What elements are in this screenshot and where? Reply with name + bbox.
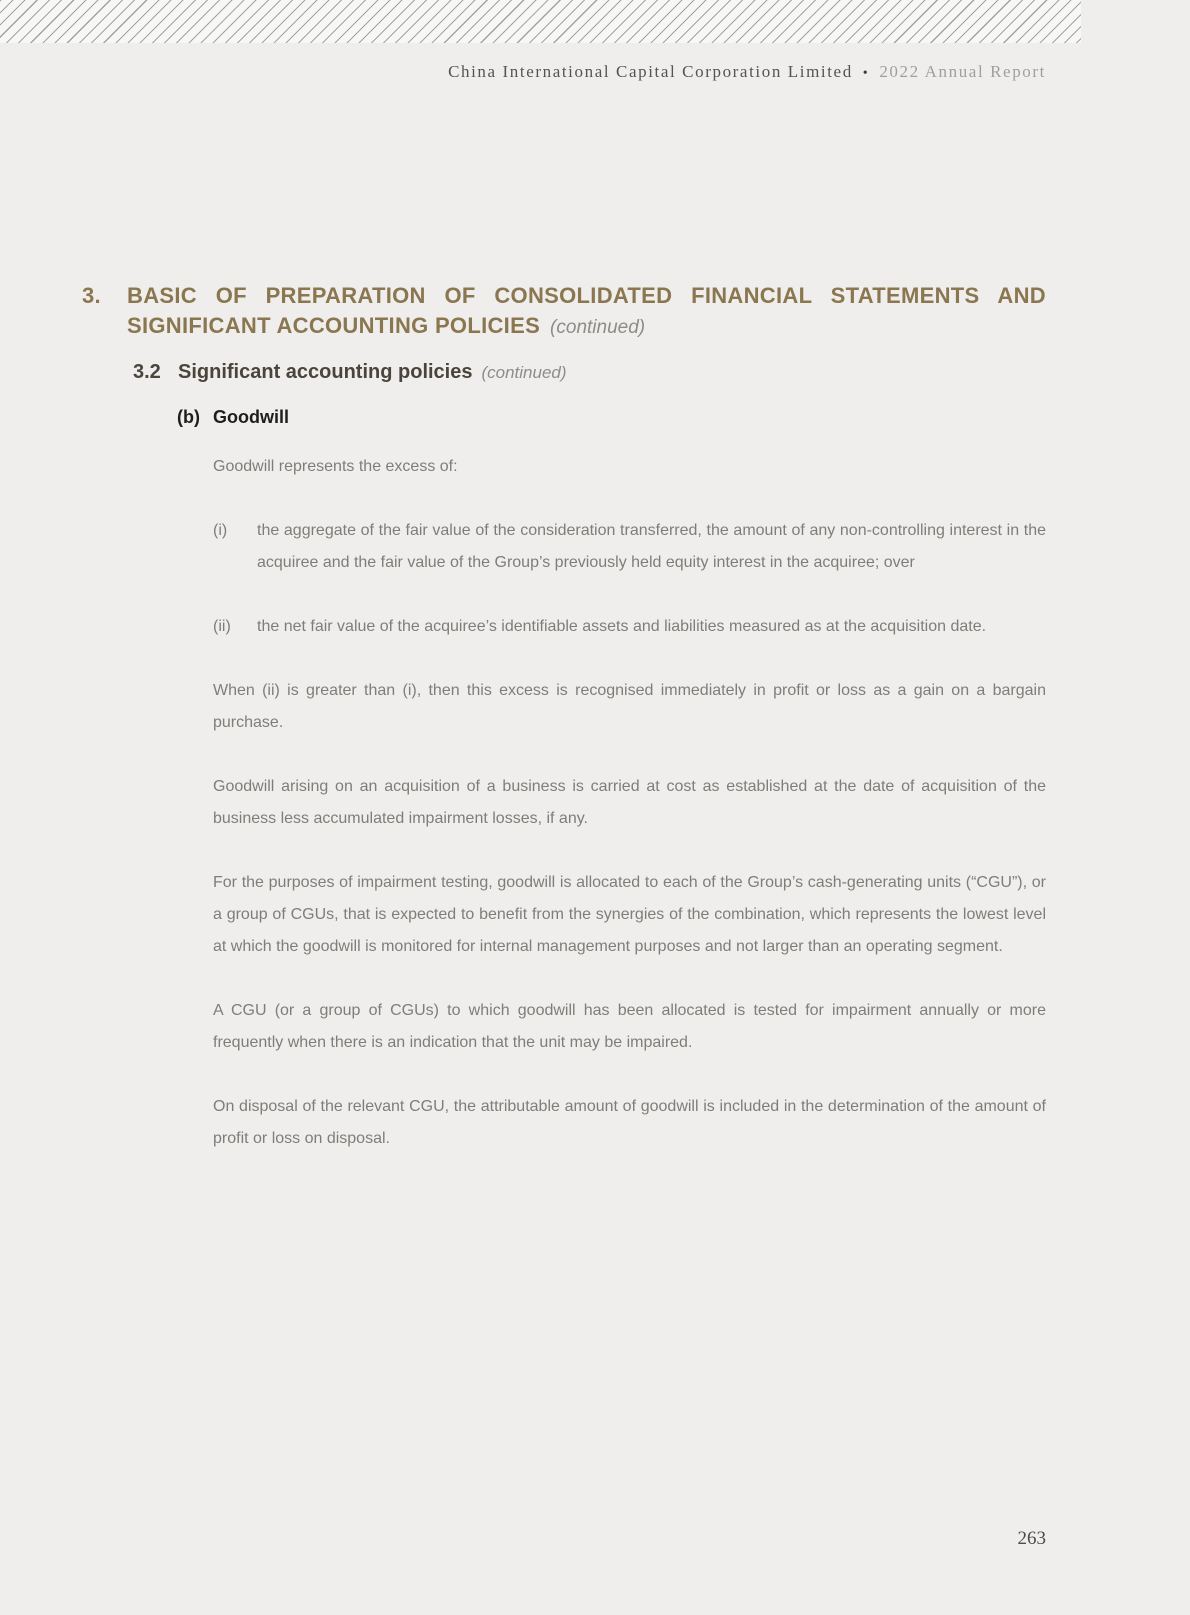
body-text-block bbox=[213, 451, 1046, 1155]
header-report-title: 2022 Annual Report bbox=[879, 62, 1046, 81]
item-marker: (b) bbox=[177, 407, 200, 427]
list-item-marker: (ii) bbox=[213, 618, 231, 635]
section-number: 3. bbox=[82, 283, 101, 308]
list-item-text: the aggregate of the fair value of the consideration transferred, the amount of any non-controlling interest in the acquiree and the fair value of the Group’s previously held equity interest in the acquiree; over bbox=[257, 522, 1046, 571]
subsection-title-wrap bbox=[178, 358, 567, 387]
section-title: BASIC OF PREPARATION OF CONSOLIDATED FINANCIAL STATEMENTS AND SIGNIFICANT ACCOUNTING POLICIES bbox=[127, 283, 1046, 338]
item-title: Goodwill bbox=[213, 407, 289, 427]
header-bullet-separator: • bbox=[862, 66, 870, 81]
body-paragraph: Goodwill arising on an acquisition of a business is carried at cost as established at the date of acquisition of the business less accumulated impairment losses, if any. bbox=[213, 778, 1046, 827]
intro-paragraph: Goodwill represents the excess of: bbox=[213, 458, 458, 475]
header-company-name: China International Capital Corporation Limited bbox=[448, 62, 853, 81]
section-title-wrap bbox=[127, 281, 1046, 343]
section-continued-label: (continued) bbox=[550, 317, 646, 338]
section-heading bbox=[82, 281, 1046, 343]
body-paragraph: When (ii) is greater than (i), then this excess is recognised immediately in profit or loss as a gain on a bargain purchase. bbox=[213, 682, 1046, 731]
list-item bbox=[213, 611, 1046, 643]
subsection-continued-label: (continued) bbox=[481, 363, 567, 382]
list-item bbox=[213, 515, 1046, 579]
subsection-heading bbox=[133, 358, 1046, 387]
body-paragraph: For the purposes of impairment testing, goodwill is allocated to each of the Group’s cash-generating units (“CGU”), or a group of CGUs, that is expected to benefit from the synergies of the combination, which represents the lowest level at which the goodwill is monitored for internal management purposes and not larger than an operating segment. bbox=[213, 874, 1046, 955]
list-item-text: the net fair value of the acquiree’s identifiable assets and liabilities measured as at the acquisition date. bbox=[257, 618, 987, 635]
body-paragraph: On disposal of the relevant CGU, the attributable amount of goodwill is included in the determination of the amount of profit or loss on disposal. bbox=[213, 1098, 1046, 1147]
subsection-number: 3.2 bbox=[133, 361, 161, 383]
page-number: 263 bbox=[1017, 1528, 1046, 1549]
item-heading bbox=[177, 404, 1046, 430]
body-paragraph: A CGU (or a group of CGUs) to which goodwill has been allocated is tested for impairment annually or more frequently when there is an indication that the unit may be impaired. bbox=[213, 1002, 1046, 1051]
subsection-title: Significant accounting policies bbox=[178, 361, 473, 383]
list-item-marker: (i) bbox=[213, 522, 228, 539]
